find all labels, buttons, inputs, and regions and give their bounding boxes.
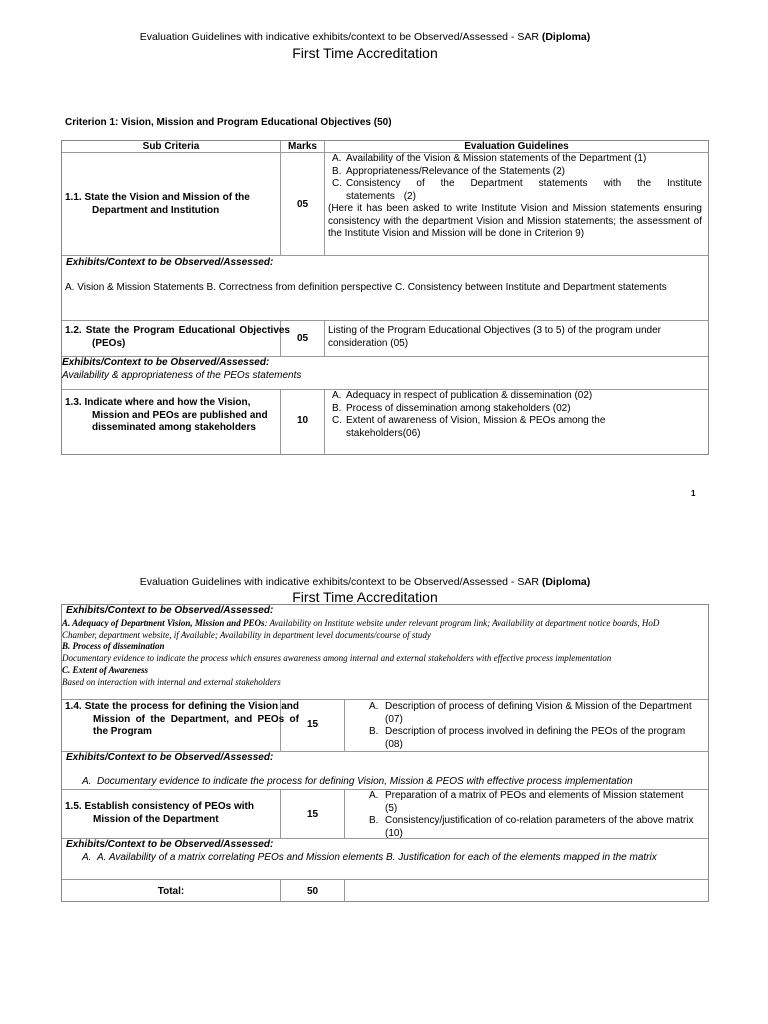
page2-exhibits: A. Adequacy of Department Vision, Mission and PEOs: Availability on Institute website under relevant program link; Availability at department notice boards, HoD Chamber, department website, if Available; Availability in department level documents/course of study B. Process of dissemination Documentary evidence to indicate the process which ensures awareness among internal and external stakeholders with effective process implementation C. Extent of Awareness Based on interaction with internal and external stakeholders <box>62 618 660 687</box>
list-item: A. Adequacy in respect of publication & dissemination (02) <box>332 390 593 401</box>
exhibits-label: Exhibits/Context to be Observed/Assessed: <box>62 357 270 368</box>
row-1-1-marks: 05 <box>296 199 309 210</box>
row-1-4-marks: 15 <box>306 719 319 730</box>
page-number: 1 <box>691 489 696 498</box>
page-header-line <box>0 576 730 588</box>
row-1-5-marks: 15 <box>306 809 319 820</box>
row-1-2-exhibits: Availability & appropriateness of the PEOs statements <box>62 370 302 381</box>
row-1-1-title: 1.1. State the Vision and Mission of the Department and Institution <box>65 192 250 216</box>
header-diploma: (Diploma) <box>541 31 591 43</box>
row-1-1-guidelines <box>328 153 702 241</box>
row-1-5-guidelines <box>347 790 697 840</box>
total-value: 50 <box>306 886 319 897</box>
exhibits-label: Exhibits/Context to be Observed/Assessed: <box>66 605 274 616</box>
row-1-4-title: 1.4. State the process for defining the Vision and Mission of the Department, and PEOs of the Program <box>65 701 299 737</box>
exhibits-label: Exhibits/Context to be Observed/Assessed: <box>66 839 274 850</box>
page-header-title: First Time Accreditation <box>292 589 438 605</box>
row-1-1-exhibits: A. Vision & Mission Statements B. Correctness from definition perspective C. Consistency between Institute and Department statements <box>65 282 667 293</box>
list-item: A. Preparation of a matrix of PEOs and elements of Mission statement (5) <box>369 790 684 814</box>
list-item: B. Description of process involved in defining the PEOs of the program (08) <box>369 726 686 750</box>
row-1-4-guidelines <box>347 701 697 751</box>
guideline-note: (Here it has been asked to write Institute Vision and Mission statements ensuring consistency with the department Vision and Mission statements; the assessment of the Institute Vision and Mission will be done in Criterion 9) <box>328 203 702 239</box>
row-1-2-marks: 05 <box>296 333 309 344</box>
row-1-3-title: 1.3. Indicate where and how the Vision, Mission and PEOs are published and disseminated among stakeholders <box>65 397 268 433</box>
list-item: A. Description of process of defining Vision & Mission of the Department (07) <box>369 701 692 725</box>
criteria-table <box>61 140 709 455</box>
row-1-3-guidelines <box>328 390 698 440</box>
page-header-title: First Time Accreditation <box>292 45 438 61</box>
exhibits-label: Exhibits/Context to be Observed/Assessed: <box>66 752 274 763</box>
list-item: A. Availability of the Vision & Mission statements of the Department (1) <box>332 153 647 164</box>
row-1-5-exhibits: A. A. Availability of a matrix correlating PEOs and Mission elements B. Justification for each of the elements mapped in the matrix <box>82 852 657 863</box>
row-1-4-exhibits: A. Documentary evidence to indicate the process for defining Vision, Mission & PEOS with effective process implementation <box>82 776 633 787</box>
list-item: B. Process of dissemination among stakeholders (02) <box>332 402 571 414</box>
header-sub-criteria: Sub Criteria <box>142 141 200 152</box>
row-1-2-title: 1.2. State the Program Educational Objectives (PEOs) <box>65 325 290 349</box>
header-marks: Marks <box>288 141 317 152</box>
list-item: B. Consistency/justification of co-relation parameters of the above matrix (10) <box>369 815 694 839</box>
list-item: C. Extent of awareness of Vision, Mission & PEOs among the stakeholders(06) <box>332 415 606 439</box>
row-1-5-title: 1.5. Establish consistency of PEOs with Mission of the Department <box>65 801 254 825</box>
header-text: Evaluation Guidelines with indicative exhibits/context to be Observed/Assessed - SAR <box>139 576 542 588</box>
list-item: C. Consistency of the Department statements with the Institute statements (2) <box>332 178 702 202</box>
criterion-title: Criterion 1: Vision, Mission and Program Educational Objectives (50) <box>65 117 392 128</box>
header-text: Evaluation Guidelines with indicative exhibits/context to be Observed/Assessed - SAR <box>139 31 542 43</box>
row-1-3-marks: 10 <box>296 415 309 426</box>
header-guidelines: Evaluation Guidelines <box>464 141 569 152</box>
total-label: Total: <box>157 886 185 897</box>
exhibits-label: Exhibits/Context to be Observed/Assessed: <box>66 257 274 268</box>
criteria-table-continued <box>61 604 709 902</box>
page-header-line <box>0 31 730 43</box>
list-item: B. Appropriateness/Relevance of the Statements (2) <box>332 165 566 177</box>
row-1-2-guideline: Listing of the Program Educational Objectives (3 to 5) of the program under consideration (05) <box>328 325 661 349</box>
header-diploma: (Diploma) <box>541 576 591 588</box>
